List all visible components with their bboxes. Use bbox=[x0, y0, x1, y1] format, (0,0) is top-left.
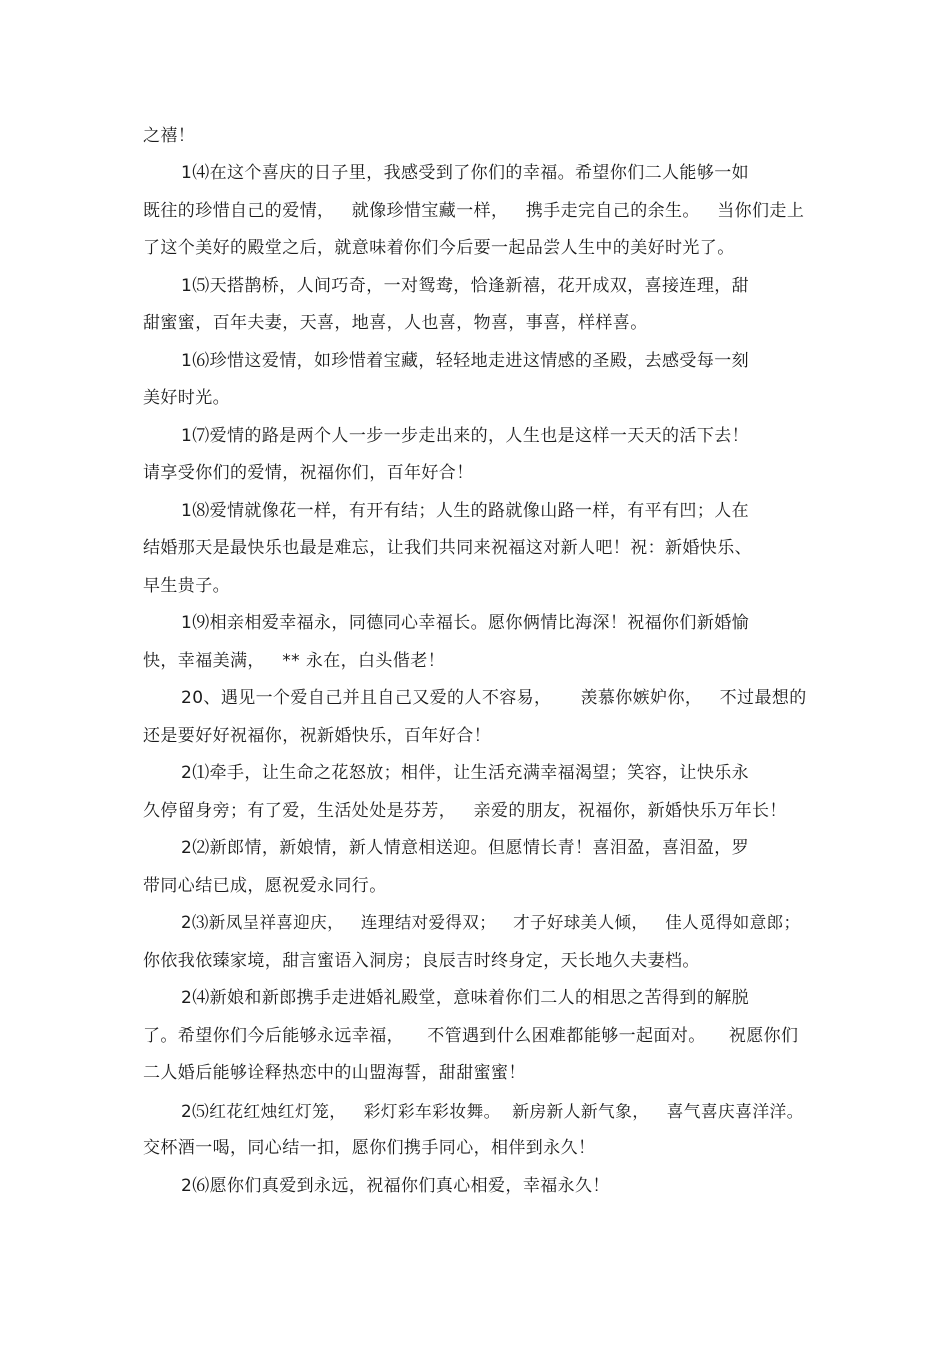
text-line: 2⑶新凤呈祥喜迎庆， 连理结对爱得双； 才子好球美人倾， 佳人觅得如意郎； bbox=[181, 913, 801, 932]
text-line: 2⑸红花红烛红灯笼， 彩灯彩车彩妆舞。 新房新人新气象， 喜气喜庆喜洋洋。 bbox=[181, 1101, 804, 1121]
text-line: 了这个美好的殿堂之后，就意味着你们今后要一起品尝人生中的美好时光了。 bbox=[143, 238, 735, 258]
text-line: 早生贵子。 bbox=[143, 576, 230, 596]
text-line: 1⑻爱情就像花一样，有开有结；人生的路就像山路一样，有平有凹；人在 bbox=[181, 501, 750, 521]
text-line: 1⑷在这个喜庆的日子里，我感受到了你们的幸福。希望你们二人能够一如 bbox=[181, 163, 750, 183]
text-line: 快，幸福美满， ** 永在，白头偕老！ bbox=[143, 651, 446, 671]
text-line: 二人婚后能够诠释热恋中的山盟海誓，甜甜蜜蜜！ bbox=[143, 1063, 526, 1083]
text-line: 2⑵新郎情，新娘情，新人情意相送迎。但愿情长青！喜泪盈，喜泪盈，罗 bbox=[181, 838, 750, 858]
text-line: 2⑷新娘和新郎携手走进婚礼殿堂，意味着你们二人的相思之苦得到的解脱 bbox=[181, 988, 750, 1008]
text-line: 带同心结已成，愿祝爱永同行。 bbox=[143, 876, 387, 896]
text-line: 了。希望你们今后能够永远幸福， 不管遇到什么困难都能够一起面对。 祝愿你们 bbox=[143, 1026, 799, 1046]
text-line: 交杯酒一喝，同心结一扣，愿你们携手同心，相伴到永久！ bbox=[143, 1138, 596, 1158]
text-line: 你依我依臻家境，甜言蜜语入洞房；良辰吉时终身定，天长地久夫妻档。 bbox=[143, 951, 700, 971]
text-line: 2⑴牵手，让生命之花怒放；相伴，让生活充满幸福渴望；笑容，让快乐永 bbox=[181, 763, 750, 783]
text-line: 久停留身旁；有了爱，生活处处是芬芳， 亲爱的朋友，祝福你，新婚快乐万年长！ bbox=[143, 801, 787, 821]
text-line: 既往的珍惜自己的爱情， 就像珍惜宝藏一样， 携手走完自己的余生。 当你们走上 bbox=[143, 201, 805, 221]
text-line: 美好时光。 bbox=[143, 388, 230, 408]
text-line: 甜蜜蜜，百年夫妻，天喜，地喜，人也喜，物喜，事喜，样样喜。 bbox=[143, 313, 648, 333]
text-line: 2⑹愿你们真爱到永远，祝福你们真心相爱，幸福永久！ bbox=[181, 1176, 610, 1196]
text-line: 结婚那天是最快乐也最是难忘，让我们共同来祝福这对新人吧！祝：新婚快乐、 bbox=[143, 538, 752, 558]
text-line: 1⑼相亲相爱幸福永，同德同心幸福长。愿你俩情比海深！祝福你们新婚愉 bbox=[181, 613, 750, 633]
text-line: 之禧！ bbox=[143, 126, 196, 146]
text-line: 还是要好好祝福你，祝新婚快乐，百年好合！ bbox=[143, 726, 491, 746]
text-line: 请享受你们的爱情，祝福你们，百年好合！ bbox=[143, 463, 474, 483]
text-line: 1⑺爱情的路是两个人一步一步走出来的，人生也是这样一天天的活下去！ bbox=[181, 426, 750, 446]
text-line: 1⑹珍惜这爱情，如珍惜着宝藏，轻轻地走进这情感的圣殿，去感受每一刻 bbox=[181, 351, 750, 371]
text-line: 20、遇见一个爱自己并且自己又爱的人不容易， 羡慕你嫉妒你， 不过最想的 bbox=[181, 688, 807, 708]
text-line: 1⑸天搭鹊桥，人间巧奇，一对鸳鸯，恰逢新禧，花开成双，喜接连理，甜 bbox=[181, 276, 750, 296]
